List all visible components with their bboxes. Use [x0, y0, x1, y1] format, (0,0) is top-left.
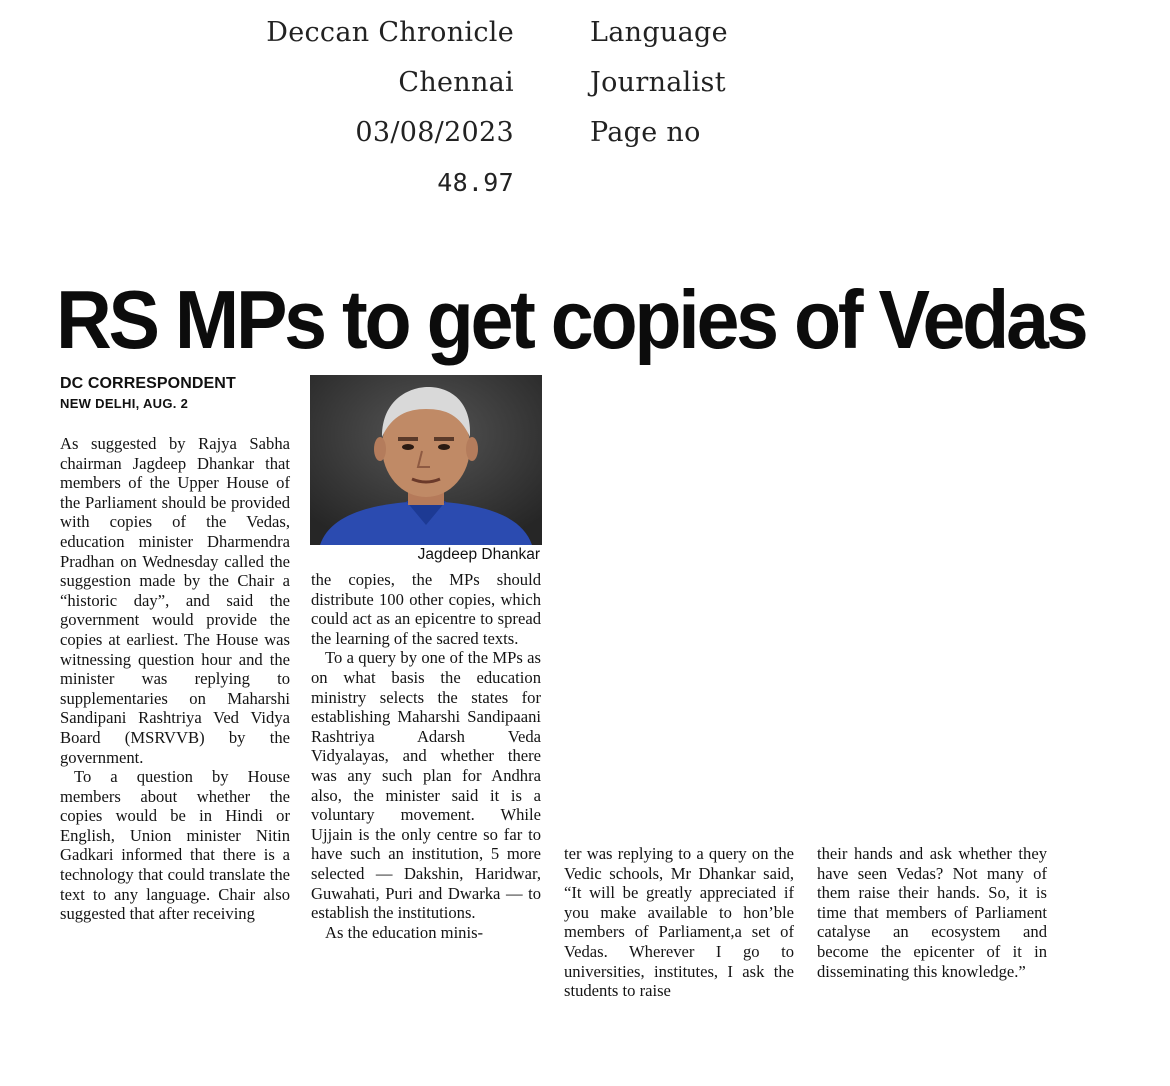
paragraph: To a query by one of the MPs as on what basis the education ministry selects the states for establishing Maharshi Sandipaani Rashtriya Adarsh Veda Vidyalayas, and whether there was any such plan for Andhra also, the minister said it is a voluntary movement. While Ujjain is the only centre so far to have such an institution, 5 more selected — Dakshin, Haridwar, Guwahati, Puri and Dwarka — to establish the institutions.	[311, 648, 541, 923]
clipping-date: 03/08/2023	[355, 117, 514, 148]
photo-caption: Jagdeep Dhankar	[417, 546, 540, 563]
byline-dateline: NEW DELHI, AUG. 2	[60, 396, 189, 411]
clipping-meta-left	[266, 8, 514, 208]
paragraph: As the education minis-	[325, 922, 484, 942]
paragraph: their hands and ask whether they have seen Vedas? Not many of them raise their hands. So, it is time that members of Parliament catalyse an ecosystem and become the epicenter of it in disseminating this knowledge.”	[817, 844, 1047, 981]
publication-name: Deccan Chronicle	[266, 17, 514, 48]
portrait-photo	[310, 375, 542, 545]
article-headline: RS MPs to get copies of Vedas	[56, 273, 1086, 366]
article-column-2	[311, 570, 541, 942]
paragraph: To a question by House members about whether the copies would be in Hindi or English, Union minister Nitin Gadkari informed that there is a technology that could translate the text to any language. Chair also suggested that after receiving	[60, 767, 290, 924]
clipping-meta-right	[590, 8, 728, 158]
page-number-label: Page no	[590, 117, 701, 148]
paragraph: the copies, the MPs should distribute 100 other copies, which could act as an epicentre to spread the learning of the sacred texts.	[311, 570, 541, 648]
paragraph: As suggested by Rajya Sabha chairman Jagdeep Dhankar that members of the Upper House of the Parliament should be provided with copies of the Vedas, education minister Dharmendra Pradhan on Wednesday called the suggestion made by the Chair a “historic day”, and said the government would provide the copies at earliest. The House was witnessing question hour and the minister was replying to supplementaries on Maharshi Sandipani Rashtriya Ved Vidya Board (MSRVVB) by the government.	[60, 434, 290, 767]
article-column-3	[564, 844, 794, 1001]
edition-city: Chennai	[398, 67, 514, 98]
article-column-4	[817, 844, 1047, 981]
clipping-value: 48.97	[437, 168, 514, 197]
article-column-1	[60, 434, 290, 924]
paragraph: ter was replying to a query on the Vedic schools, Mr Dhankar said, “It will be greatly appreciated if you make available to hon’ble members of Parliament,a set of Vedas. Wherever I go to universities, institutes, I ask the students to raise	[564, 844, 794, 1001]
language-label: Language	[590, 17, 728, 48]
portrait-illustration	[310, 375, 542, 545]
journalist-label: Journalist	[590, 67, 726, 98]
byline-author: DC CORRESPONDENT	[60, 375, 236, 392]
byline	[60, 375, 236, 411]
